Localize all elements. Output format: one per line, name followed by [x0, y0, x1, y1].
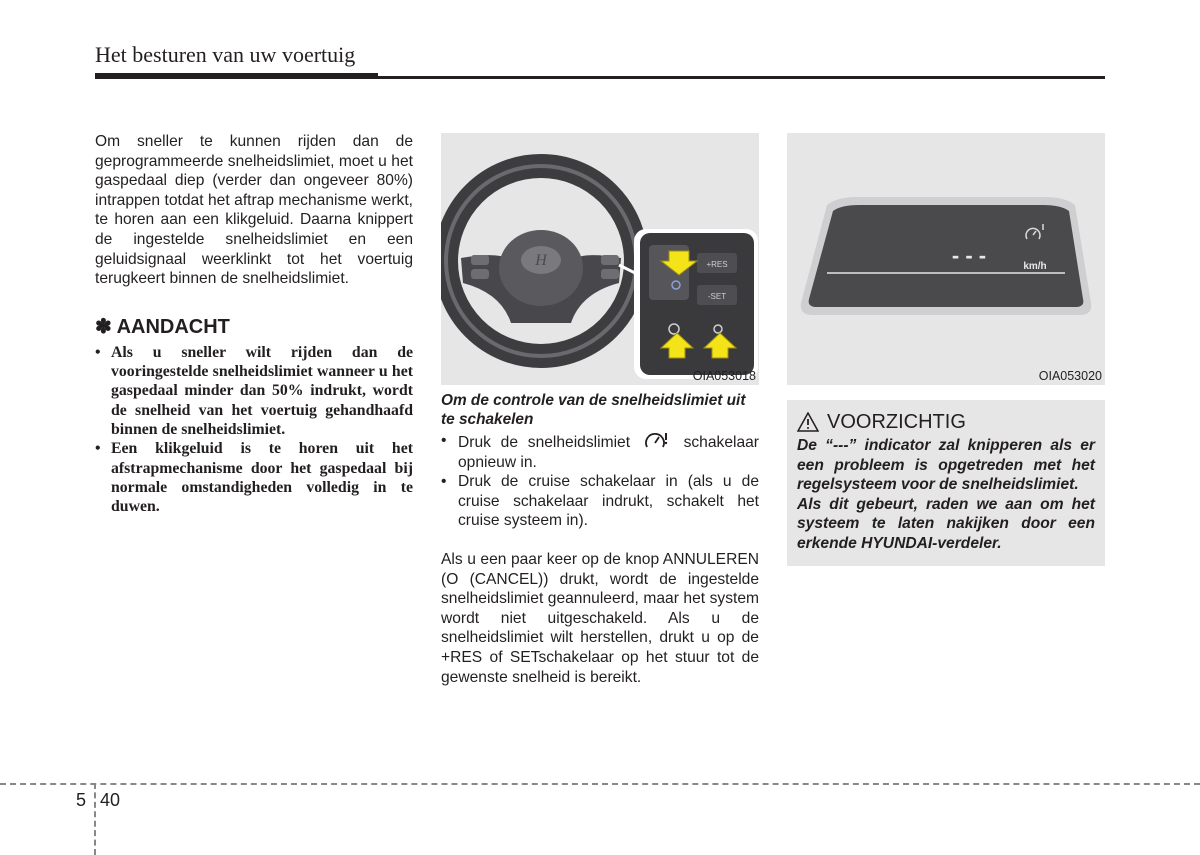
cluster-display-figure	[787, 133, 1105, 385]
page-number: 40	[100, 790, 121, 810]
attention-list	[95, 343, 413, 517]
caution-box	[787, 400, 1105, 566]
chapter-number: 5	[76, 790, 87, 810]
figure-caption: Om de controle van de snelheidslimiet uit te schakelen	[441, 392, 746, 428]
attention-item: • Een klikgeluid is te horen uit het afstrapmechanisme door het gaspedaal bij normale omstandigheden volledig in te duwen.	[95, 439, 413, 516]
attention-heading: ✽ AANDACHT	[95, 315, 230, 338]
instruction-list	[441, 431, 759, 531]
steering-wheel-figure	[441, 133, 759, 385]
footer-rule	[0, 783, 1200, 785]
svg-text:+RES: +RES	[706, 260, 728, 269]
figure-code: OIA053020	[1038, 369, 1102, 383]
left-column	[95, 132, 413, 516]
speed-limiter-icon	[644, 431, 670, 451]
middle-column	[441, 133, 759, 687]
caution-text: Als dit gebeurt, raden we aan om het systeem te laten nakijken door een erkende HYUNDAI-verdeler.	[797, 495, 1095, 552]
attention-item: • Als u sneller wilt rijden dan de vooringestelde snelheidslimiet wanneer u het gaspedaal minder dan 50% indrukt, wordt de snelheid van het voertuig gehandhaafd binnen de snelheidslimiet.	[95, 343, 413, 439]
steering-wheel-illustration	[441, 133, 759, 385]
caution-text: De “---” indicator zal knipperen als er een probleem is opgetreden met het regelsysteem voor de snelheidslimiet.	[797, 437, 1095, 494]
page-header-title: Het besturen van uw voertuig	[95, 42, 356, 67]
instruction-item-text: schakelaar opnieuw in.	[458, 434, 759, 471]
right-column	[787, 133, 1105, 566]
svg-text:-SET: -SET	[707, 292, 727, 301]
caution-title: VOORZICHTIG	[827, 411, 966, 433]
caution-heading	[797, 410, 1095, 434]
instruction-item: • Druk de cruise schakelaar in (als u de cruise schakelaar indrukt, schakelt het cruise systeem in).	[441, 472, 759, 531]
figure-code: OIA053018	[692, 369, 756, 383]
footer-divider	[94, 783, 96, 855]
svg-text:H: H	[535, 252, 547, 269]
instruction-item	[441, 431, 759, 472]
display-dashes: - - -	[951, 243, 987, 268]
intro-paragraph: Om sneller te kunnen rijden dan de geprogrammeerde snelheidslimiet, moet u het gaspedaal diep (verder dan ongeveer 80%) intrappen totdat het aftrap mechanisme werkt, te horen aan een klikgeluid. Daarna knippert de ingestelde snelheidslimiet en een geluidsignaal weerklinkt tot het voertuig terugkeert binnen de snelheidslimiet.	[95, 133, 413, 288]
instruction-item-text: Druk de snelheidslimiet	[458, 434, 631, 451]
warning-triangle-icon	[797, 412, 819, 432]
display-unit: km/h	[1023, 261, 1047, 272]
header-rule-accent	[95, 73, 378, 79]
cancel-paragraph: Als u een paar keer op de knop ANNULEREN (O (CANCEL)) drukt, wordt de ingestelde snelheidslimiet geannuleerd, maar het system wordt niet uitgeschakeld. Als u de snelheidslimiet wilt herstellen, drukt u op de +RES of SETschakelaar op het stuur tot de gewenste snelheid is bereikt.	[441, 550, 759, 686]
cluster-display-illustration	[787, 133, 1105, 385]
